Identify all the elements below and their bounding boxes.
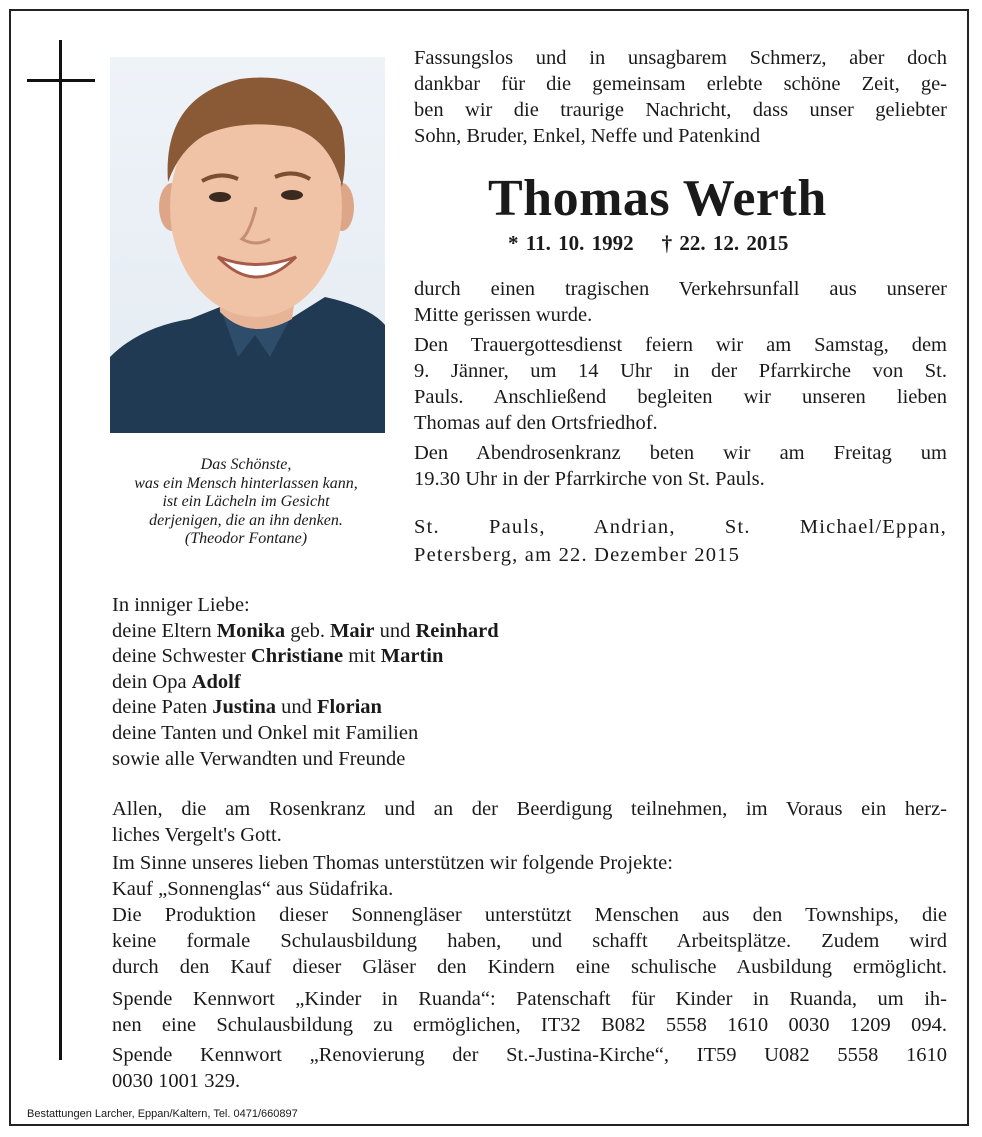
- mourner-line: dein Opa Adolf: [112, 670, 241, 693]
- text-line: 9. Jänner, um 14 Uhr in der Pfarrkirche von St.: [414, 360, 947, 382]
- mourner-line: deine Paten Justina und Florian: [112, 696, 382, 719]
- text-line: St. Pauls, Andrian, St. Michael/Eppan,: [414, 516, 947, 538]
- life-dates: [508, 228, 816, 258]
- intro-text: [414, 45, 947, 149]
- thanks-text: [112, 796, 947, 848]
- place-date: [414, 513, 947, 569]
- funeral-home-footer: Bestattungen Larcher, Eppan/Kaltern, Tel. 0471/660897: [27, 1108, 298, 1120]
- text-line: 0030 1001 329.: [112, 1070, 241, 1092]
- birth-date: * 11. 10. 1992: [508, 231, 634, 255]
- text-line: Kauf „Sonnenglas“ aus Südafrika.: [112, 878, 394, 900]
- text-line: durch den Kauf dieser Gläser den Kindern eine schulische Ausbildung ermöglicht.: [112, 956, 947, 978]
- quote-line: derjenigen, die an ihn denken.: [149, 511, 343, 529]
- donation-ruanda: [112, 986, 947, 1038]
- quote-author: (Theodor Fontane): [184, 530, 308, 547]
- mourners-list: [112, 593, 499, 772]
- mourner-line: deine Tanten und Onkel mit Familien: [112, 721, 419, 744]
- text-line: ben wir die traurige Nachricht, dass unser geliebter: [414, 99, 947, 121]
- quote-line: ist ein Lächeln im Gesicht: [162, 493, 330, 510]
- text-line: Sohn, Bruder, Enkel, Neffe und Patenkind: [414, 125, 761, 147]
- text-line: dankbar für die gemeinsam erlebte schöne Zeit, ge-: [414, 73, 947, 95]
- projects-text: [112, 850, 947, 980]
- text-line: Spende Kennwort „Renovierung der St.-Justina-Kirche“, IT59 U082 5558 1610: [112, 1044, 947, 1066]
- text-line: durch einen tragischen Verkehrsunfall aus unserer: [414, 278, 947, 300]
- mourner-line: deine Eltern Monika geb. Mair und Reinhard: [112, 619, 499, 642]
- mourner-line: deine Schwester Christiane mit Martin: [112, 645, 444, 668]
- cause-text: [414, 276, 947, 328]
- text-line: Petersberg, am 22. Dezember 2015: [414, 544, 741, 566]
- donation-church: [112, 1042, 947, 1094]
- text-line: Pauls. Anschließend begleiten wir unseren lieben: [414, 386, 947, 408]
- portrait-photo: [110, 57, 385, 433]
- mourner-line: sowie alle Verwandten und Freunde: [112, 747, 406, 770]
- text-line: Den Trauergottesdienst feiern wir am Samstag, dem: [414, 334, 947, 356]
- text-line: Den Abendrosenkranz beten wir am Freitag um: [414, 442, 947, 464]
- text-line: nen eine Schulausbildung zu ermöglichen, IT32 B082 5558 1610 0030 1209 094.: [112, 1014, 947, 1036]
- text-line: Thomas auf den Ortsfriedhof.: [414, 412, 658, 434]
- memorial-quote: [96, 456, 396, 549]
- text-line: 19.30 Uhr in der Pfarrkirche von St. Pauls.: [414, 468, 765, 490]
- text-line: Mitte gerissen wurde.: [414, 304, 593, 326]
- text-line: liches Vergelt's Gott.: [112, 824, 282, 846]
- quote-line: Das Schönste,: [200, 456, 292, 473]
- text-line: Die Produktion dieser Sonnengläser unterstützt Menschen aus den Townships, die: [112, 904, 947, 926]
- text-line: Allen, die am Rosenkranz und an der Beerdigung teilnehmen, im Voraus ein herz-: [112, 798, 947, 820]
- text-line: keine formale Schulausbildung haben, und schafft Arbeitsplätze. Zudem wird: [112, 930, 947, 952]
- text-line: Spende Kennwort „Kinder in Ruanda“: Patenschaft für Kinder in Ruanda, um ih-: [112, 988, 947, 1010]
- text-line: Im Sinne unseres lieben Thomas unterstützen wir folgende Projekte:: [112, 852, 673, 874]
- text-line: Fassungslos und in unsagbarem Schmerz, aber doch: [414, 47, 947, 69]
- rosary-text: [414, 440, 947, 492]
- funeral-text: [414, 332, 947, 436]
- death-date: † 22. 12. 2015: [661, 231, 789, 255]
- deceased-name: Thomas Werth: [488, 170, 827, 227]
- quote-line: was ein Mensch hinterlassen kann,: [134, 474, 358, 492]
- mourners-heading: In inniger Liebe:: [112, 594, 250, 616]
